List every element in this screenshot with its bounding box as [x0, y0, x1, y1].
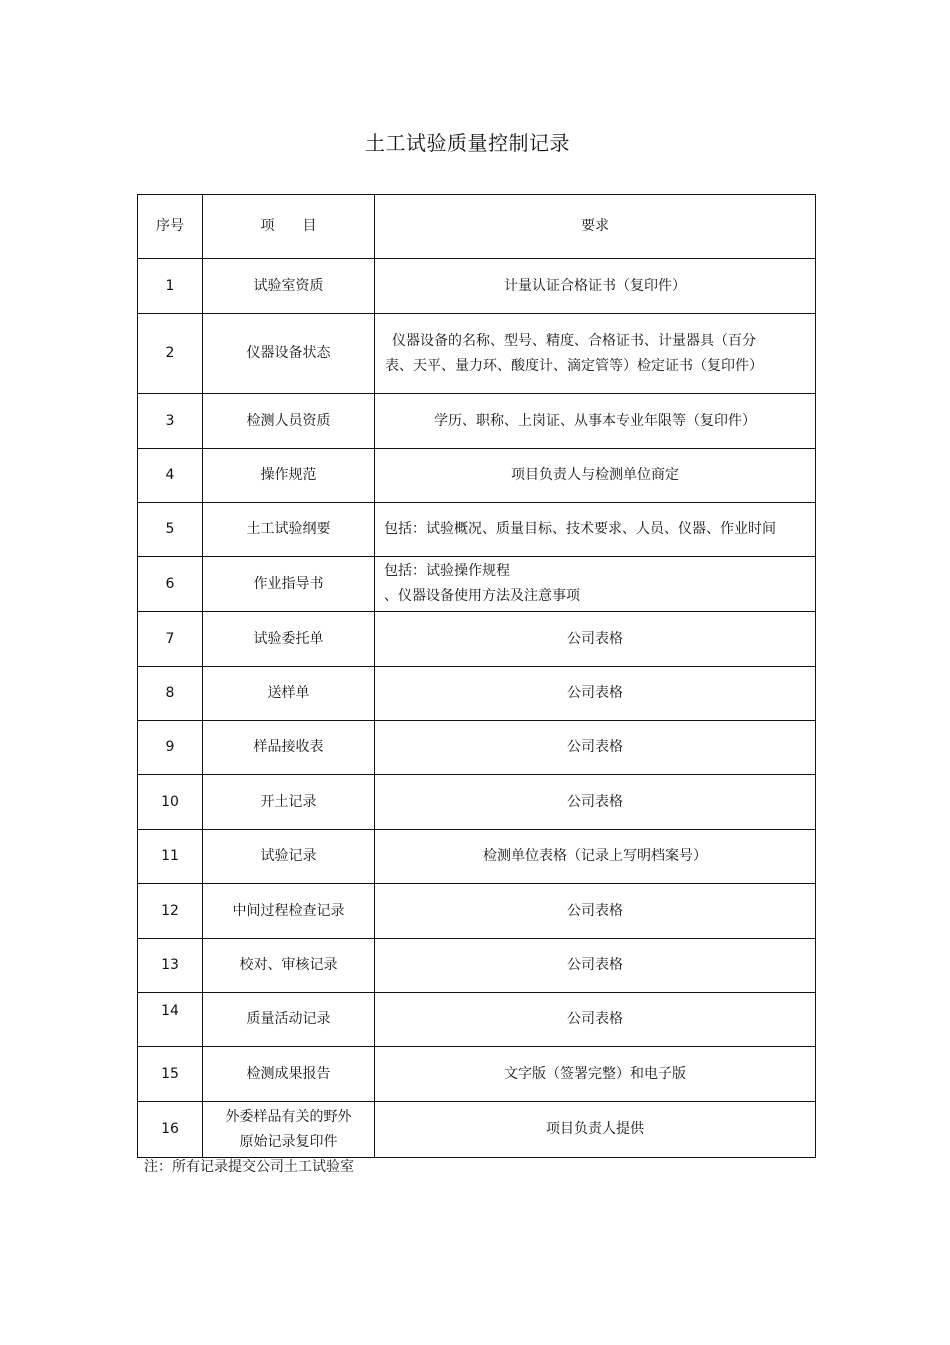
- table-row: [138, 884, 816, 939]
- row-requirement: 项目负责人提供: [375, 1102, 816, 1158]
- table-row: [138, 449, 816, 503]
- row-item: 土工试验纲要: [203, 503, 375, 557]
- document-title: 土工试验质量控制记录: [365, 131, 570, 155]
- row-no: 12: [138, 884, 203, 939]
- table-row: [138, 1047, 816, 1102]
- row-no: 6: [138, 557, 203, 612]
- row-requirement: 学历、职称、上岗证、从事本专业年限等（复印件）: [375, 394, 816, 449]
- table-row: [138, 259, 816, 314]
- table-row: [138, 939, 816, 993]
- row-requirement: 公司表格: [375, 884, 816, 939]
- row-no: 14: [138, 993, 203, 1047]
- requirement-line: 包括：试验操作规程: [384, 563, 510, 579]
- row-no: 1: [138, 259, 203, 314]
- row-item: 质量活动记录: [203, 993, 375, 1047]
- row-no: 16: [138, 1102, 203, 1158]
- row-requirement: 公司表格: [375, 721, 816, 775]
- row-requirement: 公司表格: [375, 667, 816, 721]
- row-no: 8: [138, 667, 203, 721]
- row-requirement: 公司表格: [375, 612, 816, 667]
- table-row: [138, 993, 816, 1047]
- row-item: 试验记录: [203, 830, 375, 884]
- requirement-line: 、仪器设备使用方法及注意事项: [384, 588, 580, 604]
- table-row: [138, 314, 816, 394]
- table-row: [138, 612, 816, 667]
- row-item: 仪器设备状态: [203, 314, 375, 394]
- table-row: [138, 775, 816, 830]
- row-no: 15: [138, 1047, 203, 1102]
- row-item: 开土记录: [203, 775, 375, 830]
- row-no: 4: [138, 449, 203, 503]
- table-row: [138, 557, 816, 612]
- row-item: 校对、审核记录: [203, 939, 375, 993]
- table-row: [138, 394, 816, 449]
- table-row: [138, 830, 816, 884]
- row-requirement: 公司表格: [375, 939, 816, 993]
- row-no: 5: [138, 503, 203, 557]
- row-item: 操作规范: [203, 449, 375, 503]
- row-requirement: 公司表格: [375, 993, 816, 1047]
- header-no: 序号: [138, 195, 203, 259]
- header-item: 项 目: [203, 195, 375, 259]
- row-item: 试验室资质: [203, 259, 375, 314]
- row-no: 3: [138, 394, 203, 449]
- table-row: [138, 721, 816, 775]
- row-no: 10: [138, 775, 203, 830]
- table-row: [138, 503, 816, 557]
- row-no: 11: [138, 830, 203, 884]
- item-line: 外委样品有关的野外: [225, 1108, 352, 1125]
- row-requirement: 包括：试验概况、质量目标、技术要求、人员、仪器、作业时间: [375, 503, 816, 557]
- row-item: 检测成果报告: [203, 1047, 375, 1102]
- row-item: 中间过程检查记录: [203, 884, 375, 939]
- row-item: 检测人员资质: [203, 394, 375, 449]
- quality-control-table: [137, 194, 816, 1158]
- row-item: 送样单: [203, 667, 375, 721]
- row-requirement: 公司表格: [375, 775, 816, 830]
- row-no: 7: [138, 612, 203, 667]
- row-requirement: 项目负责人与检测单位商定: [375, 449, 816, 503]
- row-requirement: 仪器设备的名称、型号、精度、合格证书、计量器具（百分表、天平、量力环、酸度计、滴定管等）检定证书（复印件）: [375, 314, 816, 394]
- header-requirement: 要求: [375, 195, 816, 259]
- row-item: 样品接收表: [203, 721, 375, 775]
- row-item: 试验委托单: [203, 612, 375, 667]
- row-no: 13: [138, 939, 203, 993]
- row-requirement: 文字版（签署完整）和电子版: [375, 1047, 816, 1102]
- item-line: 原始记录复印件: [239, 1133, 338, 1150]
- row-requirement: [375, 557, 816, 612]
- table-header-row: [138, 195, 816, 259]
- row-requirement: 检测单位表格（记录上写明档案号）: [375, 830, 816, 884]
- row-requirement: 计量认证合格证书（复印件）: [375, 259, 816, 314]
- row-no: 2: [138, 314, 203, 394]
- table-row: [138, 1102, 816, 1158]
- row-no: 9: [138, 721, 203, 775]
- table-row: [138, 667, 816, 721]
- row-item: [203, 1102, 375, 1158]
- footnote: 注：所有记录提交公司土工试验室: [144, 1159, 354, 1175]
- row-item: 作业指导书: [203, 557, 375, 612]
